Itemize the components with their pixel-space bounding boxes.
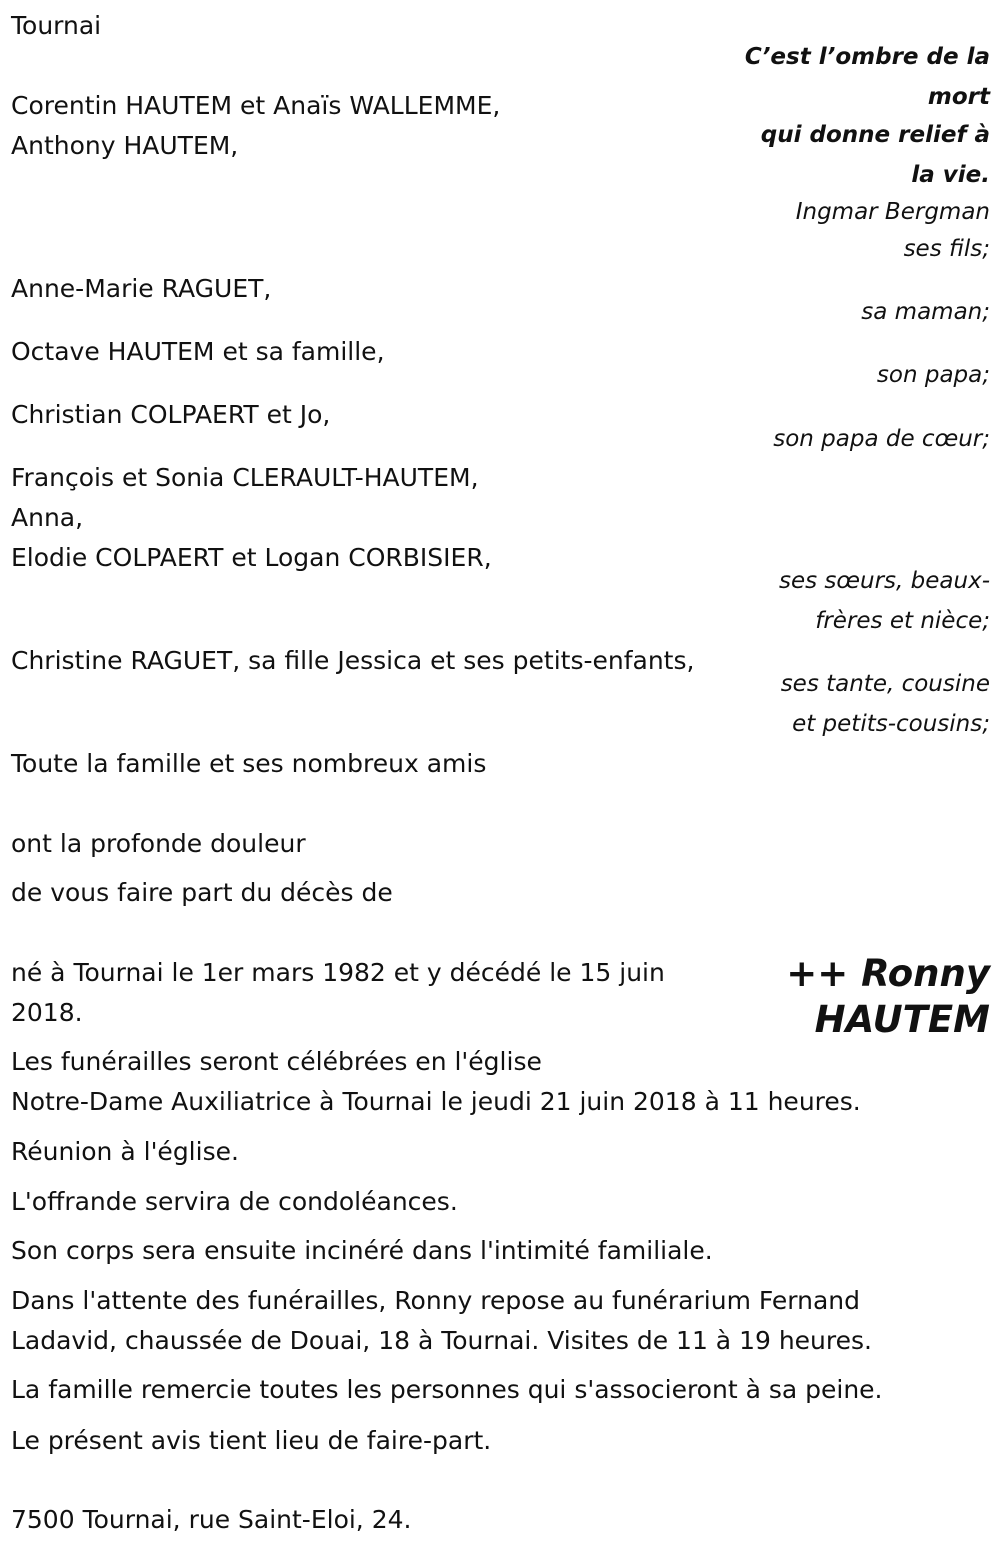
deceased-name-line-2: HAUTEM — [814, 998, 990, 1041]
sons-line-2: Anthony HAUTEM, — [11, 131, 239, 160]
aunt-label-2: et petits-cousins; — [792, 711, 990, 737]
rest-line-2: Ladavid, chaussée de Douai, 18 à Tournai. Visites de 11 à 19 heures. — [11, 1326, 872, 1355]
friends-line: Toute la famille et ses nombreux amis — [11, 749, 487, 778]
cremation-line: Son corps sera ensuite incinéré dans l'intimité familiale. — [11, 1236, 713, 1265]
quote-line-4: la vie. — [911, 162, 990, 188]
stepfather-label: son papa de cœur; — [773, 426, 990, 452]
address-line: 7500 Tournai, rue Saint-Eloi, 24. — [11, 1505, 412, 1534]
father-label: son papa; — [876, 362, 990, 388]
quote-line-3: qui donne relief à — [760, 122, 990, 148]
quote-author: Ingmar Bergman — [795, 199, 990, 225]
quote-line-1: C’est l’ombre de la — [744, 44, 990, 70]
deceased-name-line-1: ++ Ronny — [786, 952, 990, 995]
header-city: Tournai — [11, 11, 102, 40]
rest-line-1: Dans l'attente des funérailles, Ronny repose au funérarium Fernand — [11, 1286, 860, 1315]
siblings-line-3: Elodie COLPAERT et Logan CORBISIER, — [11, 543, 492, 572]
siblings-line-2: Anna, — [11, 503, 84, 532]
mother-name: Anne-Marie RAGUET, — [11, 274, 272, 303]
birth-line-2: 2018. — [11, 998, 83, 1027]
notice-line: Le présent avis tient lieu de faire-part. — [11, 1426, 492, 1455]
announcement-line-1: ont la profonde douleur — [11, 829, 306, 858]
thanks-line: La famille remercie toutes les personnes qui s'associeront à sa peine. — [11, 1375, 883, 1404]
meeting-line: Réunion à l'église. — [11, 1137, 239, 1166]
funeral-line-1: Les funérailles seront célébrées en l'église — [11, 1047, 542, 1076]
siblings-line-1: François et Sonia CLERAULT-HAUTEM, — [11, 463, 479, 492]
announcement-line-2: de vous faire part du décès de — [11, 878, 393, 907]
mother-label: sa maman; — [861, 299, 990, 325]
offering-line: L'offrande servira de condoléances. — [11, 1187, 458, 1216]
quote-line-2: mort — [927, 84, 990, 110]
aunt-label-1: ses tante, cousine — [780, 671, 990, 697]
father-name: Octave HAUTEM et sa famille, — [11, 337, 385, 366]
aunt-name: Christine RAGUET, sa fille Jessica et ses petits-enfants, — [11, 646, 695, 675]
sons-label: ses fils; — [903, 236, 990, 262]
sons-line-1: Corentin HAUTEM et Anaïs WALLEMME, — [11, 91, 501, 120]
siblings-label-1: ses sœurs, beaux- — [778, 568, 990, 594]
funeral-line-2: Notre-Dame Auxiliatrice à Tournai le jeudi 21 juin 2018 à 11 heures. — [11, 1087, 861, 1116]
birth-line-1: né à Tournai le 1er mars 1982 et y décédé le 15 juin — [11, 958, 665, 987]
siblings-label-2: frères et nièce; — [815, 608, 990, 634]
stepfather-name: Christian COLPAERT et Jo, — [11, 400, 331, 429]
